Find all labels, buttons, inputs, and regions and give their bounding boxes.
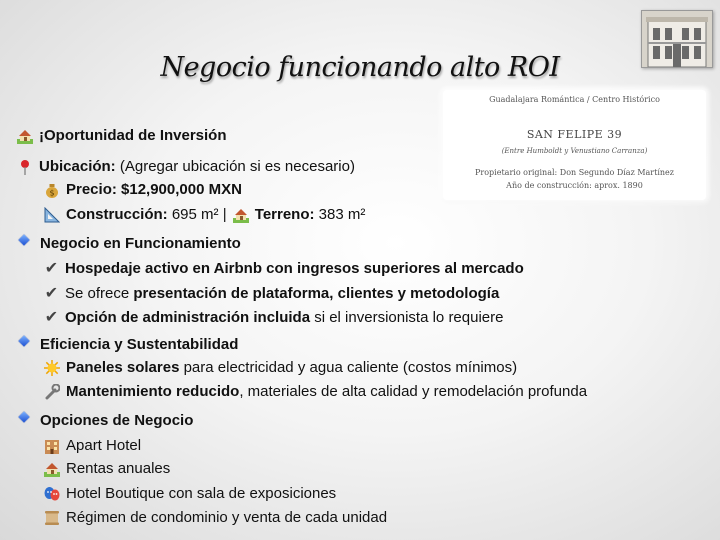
opcion-line bbox=[44, 308, 503, 328]
rentas-text: Rentas anuales bbox=[66, 460, 171, 477]
precio-line bbox=[44, 180, 242, 200]
hospedaje-text: Hospedaje activo en Airbnb con ingresos superiores al mercado bbox=[65, 260, 524, 277]
construccion-value: 695 m² | bbox=[167, 206, 231, 223]
wrench-icon bbox=[44, 384, 60, 400]
card-owner: Propietario original: Don Segundo Díaz Martínez bbox=[475, 168, 674, 177]
apart-line bbox=[44, 436, 141, 456]
small-blue-diamond-icon bbox=[18, 335, 29, 346]
eficiencia-heading-line bbox=[17, 335, 238, 355]
ofrece-line bbox=[44, 284, 499, 304]
round-pushpin-icon bbox=[17, 159, 33, 175]
small-blue-diamond-icon bbox=[18, 234, 29, 245]
card-address: SAN FELIPE 39 bbox=[526, 128, 623, 141]
boutique-text: Hotel Boutique con sala de exposiciones bbox=[66, 485, 337, 502]
terreno-value: 383 m² bbox=[314, 206, 366, 223]
scroll-icon bbox=[44, 510, 60, 526]
terreno-label: Terreno: bbox=[254, 206, 315, 223]
ubicacion-label: Ubicación: bbox=[39, 158, 116, 175]
ubicacion-value: (Agregar ubicación si es necesario) bbox=[115, 158, 355, 175]
negocio-heading: Negocio en Funcionamiento bbox=[40, 235, 241, 252]
card-cross-streets: (Entre Humboldt y Venustiano Carranza) bbox=[501, 147, 648, 155]
regimen-line bbox=[44, 508, 387, 528]
property-card bbox=[443, 90, 706, 200]
construccion-line bbox=[44, 205, 365, 225]
opcion-bold: Opción de administración incluida bbox=[65, 309, 311, 326]
opciones-heading-line bbox=[17, 411, 193, 431]
house-with-garden-icon bbox=[44, 461, 60, 477]
regimen-text: Régimen de condominio y venta de cada unidad bbox=[66, 509, 388, 526]
opcion-rest: si el inversionista lo requiere bbox=[310, 309, 504, 326]
oportunidad-text: ¡Oportunidad de Inversión bbox=[39, 127, 227, 144]
heavy-check-mark-icon: ✔ bbox=[44, 309, 59, 326]
mantenimiento-line bbox=[44, 382, 587, 402]
precio-text: Precio: $12,900,000 MXN bbox=[66, 181, 242, 198]
apart-text: Apart Hotel bbox=[66, 437, 142, 454]
mantenimiento-bold: Mantenimiento reducido bbox=[66, 383, 240, 400]
ofrece-bold: presentación de plataforma, clientes y metodología bbox=[133, 285, 500, 302]
paneles-bold: Paneles solares bbox=[66, 359, 180, 376]
money-bag-icon bbox=[44, 182, 60, 198]
hotel-icon bbox=[44, 438, 60, 454]
triangular-ruler-icon bbox=[44, 207, 60, 223]
negocio-heading-line bbox=[17, 234, 241, 254]
ubicacion-line bbox=[17, 157, 355, 177]
heavy-check-mark-icon: ✔ bbox=[44, 260, 59, 277]
oportunidad-line bbox=[17, 126, 227, 146]
small-blue-diamond-icon bbox=[18, 411, 29, 422]
card-location: Guadalajara Romántica / Centro Histórico bbox=[489, 95, 660, 104]
hospedaje-line bbox=[44, 259, 524, 279]
svg-text:$: $ bbox=[49, 188, 55, 198]
eficiencia-heading: Eficiencia y Sustentabilidad bbox=[40, 336, 239, 353]
slide-title: Negocio funcionando alto ROI bbox=[160, 52, 560, 83]
building-photo bbox=[641, 10, 713, 68]
house-with-garden-icon bbox=[17, 128, 33, 144]
boutique-line bbox=[44, 484, 336, 504]
paneles-line bbox=[44, 358, 517, 378]
house-with-garden-icon bbox=[233, 207, 249, 223]
performing-arts-icon bbox=[44, 486, 60, 502]
rentas-line bbox=[44, 459, 170, 479]
sun-icon bbox=[44, 360, 60, 376]
opciones-heading: Opciones de Negocio bbox=[40, 412, 194, 429]
card-year: Año de construcción: aprox. 1890 bbox=[506, 181, 643, 190]
paneles-rest: para electricidad y agua caliente (costos mínimos) bbox=[179, 359, 518, 376]
ofrece-text: Se ofrece bbox=[65, 285, 134, 302]
construccion-label: Construcción: bbox=[66, 206, 168, 223]
mantenimiento-rest: , materiales de alta calidad y remodelación profunda bbox=[239, 383, 588, 400]
heavy-check-mark-icon: ✔ bbox=[44, 285, 59, 302]
